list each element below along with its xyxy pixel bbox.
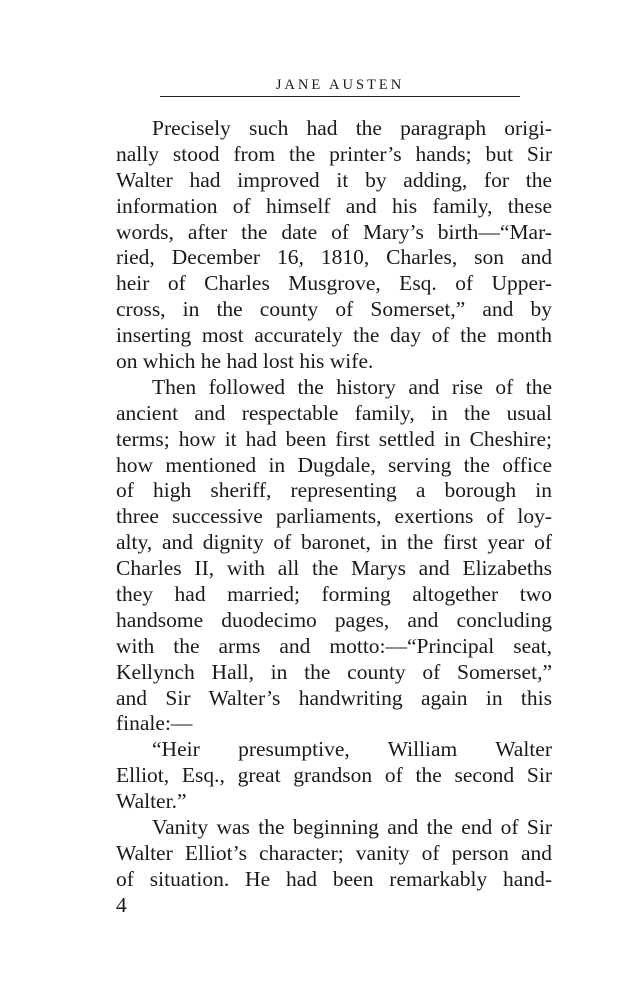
text-line: words, after the date of Mary’s birth—“Mar- <box>116 219 552 244</box>
text-line: how mentioned in Dugdale, serving the office <box>116 452 552 477</box>
page-number: 4 <box>116 893 127 917</box>
text-line: they had married; forming altogether two <box>116 582 552 607</box>
running-header: JANE AUSTEN <box>275 77 405 93</box>
text-line: Precisely such had the paragraph origi- <box>152 116 552 140</box>
header-rule <box>160 96 520 97</box>
text-line: terms; how it had been first settled in Cheshire; <box>116 426 552 451</box>
text-line: of high sheriff, representing a borough in <box>116 478 552 503</box>
text-line: on which he had lost his wife. <box>116 349 374 374</box>
text-line: finale:— <box>116 711 193 736</box>
text-line: of situation. He had been remarkably hand- <box>116 866 552 891</box>
text-line: “Heir presumptive, William Walter <box>152 737 552 762</box>
text-line: alty, and dignity of baronet, in the first year of <box>116 530 552 555</box>
text-line: ried, December 16, 1810, Charles, son and <box>116 245 552 270</box>
text-line: Walter Elliot’s character; vanity of person and <box>116 840 552 865</box>
text-line: and Sir Walter’s handwriting again in this <box>116 685 552 710</box>
text-line: handsome duodecimo pages, and concluding <box>116 607 552 632</box>
text-line: three successive parliaments, exertions of loy- <box>116 504 552 529</box>
body-text <box>116 116 552 893</box>
text-line: heir of Charles Musgrove, Esq. of Upper- <box>116 271 552 296</box>
text-line: cross, in the county of Somerset,” and by <box>116 297 552 322</box>
text-line: Kellynch Hall, in the county of Somerset,” <box>116 659 552 684</box>
text-line: Charles II, with all the Marys and Elizabeths <box>116 556 552 581</box>
text-line: Walter.” <box>116 789 187 814</box>
text-line: nally stood from the printer’s hands; but Sir <box>116 141 552 166</box>
text-line: Walter had improved it by adding, for the <box>116 167 552 192</box>
text-line: ancient and respectable family, in the usual <box>116 400 552 425</box>
text-line: Then followed the history and rise of the <box>152 374 552 399</box>
text-line: with the arms and motto:—“Principal seat, <box>116 633 552 658</box>
text-line: information of himself and his family, these <box>116 193 552 218</box>
text-line: inserting most accurately the day of the month <box>116 323 552 348</box>
text-line: Elliot, Esq., great grandson of the second Sir <box>116 763 552 788</box>
text-line: Vanity was the beginning and the end of Sir <box>152 815 552 840</box>
